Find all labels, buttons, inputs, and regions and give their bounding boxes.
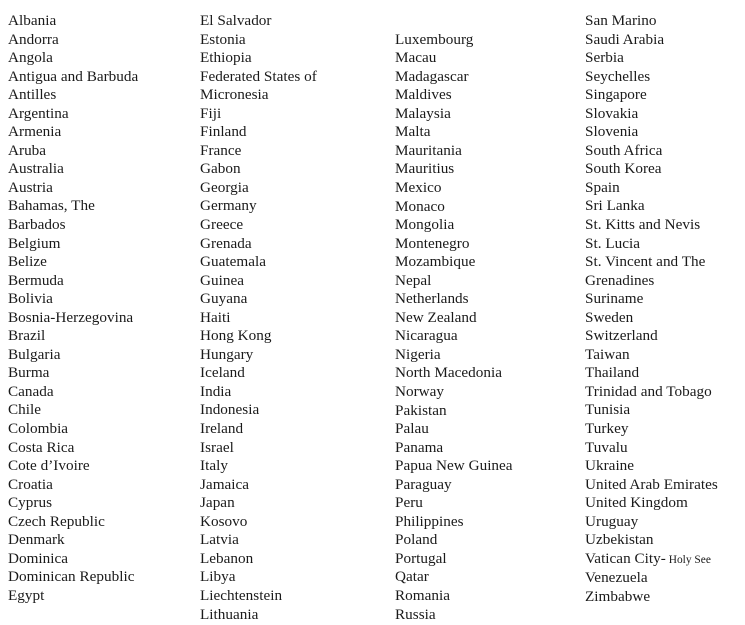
country-name: Norway: [395, 382, 445, 400]
country-name: Turkey: [585, 420, 629, 438]
country-name: Chile: [8, 401, 42, 419]
country-item: [200, 606, 392, 625]
country-item: [395, 587, 583, 606]
country-item: [200, 68, 392, 87]
country-item: [8, 197, 198, 216]
country-name: Gabon: [200, 160, 241, 178]
country-item: [8, 105, 198, 124]
country-item: [200, 197, 392, 216]
country-name: Saudi Arabia: [585, 30, 665, 48]
country-item: [200, 86, 392, 105]
country-item: [585, 160, 743, 179]
country-item: [8, 364, 198, 383]
country-item: [395, 550, 583, 569]
country-name: Mozambique: [395, 253, 476, 271]
country-name: Lithuania: [200, 605, 259, 623]
country-name: Grenadines: [585, 271, 655, 289]
country-name: Mongolia: [395, 216, 455, 234]
country-name: Iceland: [200, 364, 245, 382]
country-column-1-items: [8, 0, 198, 606]
country-name: United Kingdom: [585, 494, 688, 512]
country-name: Macau: [395, 49, 437, 67]
country-item: [200, 31, 392, 50]
country-name: Netherlands: [395, 290, 469, 308]
country-name: Greece: [200, 216, 244, 234]
country-name: Armenia: [8, 123, 62, 141]
country-name: St. Kitts and Nevis: [585, 216, 701, 234]
country-name: Latvia: [200, 531, 239, 549]
country-item: [395, 383, 583, 402]
country-item: [8, 531, 198, 550]
country-name: Papua New Guinea: [395, 457, 513, 475]
country-name: Japan: [200, 494, 235, 512]
country-name: Canada: [8, 382, 54, 400]
country-name: South Korea: [585, 160, 662, 178]
country-item: [8, 142, 198, 161]
country-item: [8, 309, 198, 328]
country-name: South Africa: [585, 141, 663, 159]
country-item: [585, 49, 743, 68]
country-item: [585, 513, 743, 532]
country-name: Tuvalu: [585, 438, 628, 456]
country-name: Federated States of: [200, 67, 317, 85]
country-item: [8, 476, 198, 495]
country-item: [585, 531, 743, 550]
country-item: [585, 383, 743, 402]
country-item: [395, 235, 583, 254]
country-item: [8, 49, 198, 68]
country-item: [585, 216, 743, 235]
country-item: [395, 439, 583, 458]
country-name: Peru: [395, 494, 423, 512]
country-item: [585, 123, 743, 142]
country-name: Qatar: [395, 568, 429, 586]
country-item: [200, 216, 392, 235]
country-item: [395, 531, 583, 550]
country-item: [8, 160, 198, 179]
country-name: Albania: [8, 12, 57, 29]
country-item: [8, 587, 198, 606]
country-name: Mauritania: [395, 141, 462, 159]
country-name: Czech Republic: [8, 512, 105, 530]
country-item: [585, 569, 743, 588]
country-item: [8, 86, 198, 105]
country-item: [395, 364, 583, 383]
country-item: [200, 235, 392, 254]
country-item: [200, 476, 392, 495]
country-item: [395, 68, 583, 87]
country-item: [200, 439, 392, 458]
country-name: Aruba: [8, 141, 47, 159]
country-item: [200, 142, 392, 161]
country-name: Cote d’Ivoire: [8, 457, 90, 475]
country-name: Estonia: [200, 30, 246, 48]
country-item: [585, 31, 743, 50]
country-name: Israel: [200, 438, 234, 456]
country-name: Serbia: [585, 49, 624, 67]
country-name: Bermuda: [8, 271, 64, 289]
country-name: Germany: [200, 197, 257, 215]
country-item: [200, 160, 392, 179]
country-name: Slovakia: [585, 104, 639, 122]
country-name: Tunisia: [585, 401, 631, 419]
country-name: Andorra: [8, 30, 59, 48]
country-item: [395, 290, 583, 309]
country-name: Ukraine: [585, 457, 635, 475]
country-name: Seychelles: [585, 67, 651, 85]
country-name: Romania: [395, 587, 450, 604]
country-name: El Salvador: [200, 12, 272, 29]
country-name: Kosovo: [200, 512, 248, 530]
country-item: [395, 123, 583, 142]
country-item: [395, 606, 583, 625]
country-name: Hong Kong: [200, 327, 272, 345]
country-item: [585, 309, 743, 328]
country-item: [8, 346, 198, 365]
country-name: Bulgaria: [8, 345, 61, 363]
country-item: [585, 290, 743, 309]
country-item: [200, 550, 392, 569]
country-name: Montenegro: [395, 234, 470, 252]
country-item: [585, 86, 743, 105]
country-name: Uruguay: [585, 512, 639, 530]
country-item: [200, 105, 392, 124]
country-item: [395, 160, 583, 179]
country-name: Uzbekistan: [585, 531, 654, 549]
country-item: [8, 494, 198, 513]
country-item: [200, 364, 392, 383]
country-item: [395, 272, 583, 291]
country-name: Nicaragua: [395, 327, 458, 345]
country-item: [200, 531, 392, 550]
country-item: [200, 272, 392, 291]
country-item: [200, 346, 392, 365]
country-item: [395, 179, 583, 198]
country-name: Philippines: [395, 512, 464, 530]
country-name: Burma: [8, 364, 50, 382]
country-name: Indonesia: [200, 401, 260, 419]
country-column-2: [200, 0, 392, 624]
country-item: [395, 49, 583, 68]
country-item: [395, 216, 583, 235]
country-item: [8, 327, 198, 346]
country-name: Zimbabwe: [585, 587, 651, 605]
country-name: Guinea: [200, 271, 244, 289]
country-item: [585, 142, 743, 161]
country-item: [200, 420, 392, 439]
country-name: Mauritius: [395, 160, 455, 178]
country-item: [8, 420, 198, 439]
country-item: [200, 383, 392, 402]
country-name: Fiji: [200, 104, 222, 122]
country-item: [8, 439, 198, 458]
country-name: Liechtenstein: [200, 586, 283, 604]
country-name: Barbados: [8, 216, 66, 234]
country-item: [395, 513, 583, 532]
country-item: [395, 402, 583, 421]
country-item: [200, 290, 392, 309]
country-item: [200, 49, 392, 68]
country-column-1: [8, 0, 198, 606]
country-item: [8, 179, 198, 198]
country-name: Antilles: [8, 86, 57, 104]
country-item: [585, 197, 743, 216]
country-item: [200, 253, 392, 272]
country-name: Dominican Republic: [8, 568, 135, 586]
country-item: [395, 309, 583, 328]
country-name: Guyana: [200, 290, 248, 308]
country-item: [8, 550, 198, 569]
country-name: Costa Rica: [8, 438, 75, 456]
country-name: Bolivia: [8, 290, 53, 308]
country-item: [395, 198, 583, 217]
country-item: [8, 290, 198, 309]
country-item: [585, 346, 743, 365]
country-item: [395, 86, 583, 105]
country-name: Pakistan: [395, 401, 447, 419]
country-column-3: [395, 0, 583, 624]
country-name: India: [200, 382, 232, 400]
country-item: [585, 327, 743, 346]
country-name: Denmark: [8, 531, 65, 549]
country-name: St. Lucia: [585, 234, 641, 252]
country-item: [395, 105, 583, 124]
country-item: [395, 253, 583, 272]
country-item: [8, 383, 198, 402]
country-item: [200, 587, 392, 606]
country-item: [200, 327, 392, 346]
country-name: Slovenia: [585, 123, 639, 141]
country-item: [395, 568, 583, 587]
country-name: France: [200, 141, 242, 159]
country-item: [585, 105, 743, 124]
country-name: Luxembourg: [395, 30, 474, 48]
country-item: [585, 401, 743, 420]
country-name: Belgium: [8, 234, 61, 252]
country-name: Vatican City-: [585, 549, 666, 567]
country-item: [395, 494, 583, 513]
country-name: Ireland: [200, 420, 244, 438]
country-name: Finland: [200, 123, 247, 141]
country-name: St. Vincent and The: [585, 253, 706, 271]
country-item: [200, 401, 392, 420]
country-item: [585, 550, 743, 570]
country-item: [200, 457, 392, 476]
country-item: [395, 142, 583, 161]
country-name: Libya: [200, 568, 236, 586]
country-name: Bosnia-Herzegovina: [8, 308, 134, 326]
country-name: United Arab Emirates: [585, 475, 718, 493]
country-name: Jamaica: [200, 475, 250, 493]
country-item: [585, 68, 743, 87]
country-item: [200, 12, 392, 31]
country-item: [395, 476, 583, 495]
country-item: [8, 216, 198, 235]
country-item: [585, 179, 743, 198]
country-name: Australia: [8, 160, 64, 178]
country-column-2-items: [200, 0, 392, 624]
country-item: [8, 123, 198, 142]
country-name: Venezuela: [585, 569, 648, 587]
country-item: [200, 179, 392, 198]
country-item: [8, 272, 198, 291]
country-item: [200, 568, 392, 587]
country-name: Grenada: [200, 234, 252, 252]
country-item: [585, 253, 743, 272]
country-name: Antigua and Barbuda: [8, 67, 139, 85]
country-item: [8, 401, 198, 420]
country-name: Belize: [8, 253, 47, 271]
country-name: Egypt: [8, 586, 45, 604]
country-name: North Macedonia: [395, 364, 502, 382]
country-name: Croatia: [8, 475, 53, 493]
country-column-4-items: [585, 0, 743, 607]
country-item: [8, 235, 198, 254]
country-item: [395, 31, 583, 50]
country-name: Georgia: [200, 178, 249, 196]
country-name: Maldives: [395, 86, 452, 104]
country-name: Angola: [8, 49, 53, 67]
country-name: Colombia: [8, 420, 69, 438]
country-name: Brazil: [8, 327, 46, 345]
country-name: Lebanon: [200, 549, 254, 567]
country-name: Madagascar: [395, 67, 469, 85]
country-name: San Marino: [585, 12, 657, 29]
country-item: [8, 253, 198, 272]
country-item: [8, 457, 198, 476]
country-name: Thailand: [585, 364, 640, 382]
country-name: New Zealand: [395, 308, 477, 326]
country-name: Malaysia: [395, 104, 451, 122]
country-name: Malta: [395, 123, 431, 141]
country-item: [585, 476, 743, 495]
country-item: [585, 439, 743, 458]
country-name: Suriname: [585, 290, 644, 308]
country-name: Poland: [395, 531, 438, 549]
country-column-4: [585, 0, 743, 607]
country-name: Palau: [395, 420, 429, 438]
country-name: Spain: [585, 178, 620, 196]
country-item: [585, 494, 743, 513]
country-name: Panama: [395, 438, 444, 456]
country-name: Hungary: [200, 345, 254, 363]
country-name: Mexico: [395, 178, 442, 196]
country-name: Singapore: [585, 86, 647, 104]
country-name: Sri Lanka: [585, 197, 645, 215]
country-name: Austria: [8, 178, 53, 196]
country-item: [585, 457, 743, 476]
country-name: Trinidad and Tobago: [585, 382, 712, 400]
country-name: Monaco: [395, 197, 445, 215]
country-item: [395, 346, 583, 365]
country-item: [200, 123, 392, 142]
country-name: Cyprus: [8, 494, 52, 512]
country-name: Bahamas, The: [8, 197, 95, 215]
country-item: [585, 588, 743, 607]
country-item: [8, 568, 198, 587]
country-name: Nepal: [395, 271, 432, 289]
country-item: [585, 235, 743, 254]
country-name: Argentina: [8, 104, 69, 122]
country-item: [585, 364, 743, 383]
country-item: [395, 457, 583, 476]
country-name: Guatemala: [200, 253, 266, 271]
country-item: [585, 12, 743, 31]
country-column-3-items: [395, 0, 583, 624]
country-name-annotation: Holy See: [665, 553, 711, 566]
country-item: [585, 420, 743, 439]
country-item: [395, 327, 583, 346]
country-name: Switzerland: [585, 327, 658, 345]
country-name: Taiwan: [585, 345, 630, 363]
country-name: Portugal: [395, 549, 447, 567]
country-item: [8, 31, 198, 50]
country-item: [8, 513, 198, 532]
country-name: Dominica: [8, 549, 69, 567]
country-item: [585, 272, 743, 291]
country-item: [8, 68, 198, 87]
country-name: Micronesia: [200, 86, 269, 104]
country-name: Ethiopia: [200, 49, 252, 67]
country-name: Haiti: [200, 308, 231, 326]
country-item: [200, 513, 392, 532]
country-item: [200, 309, 392, 328]
country-name: Italy: [200, 457, 228, 475]
country-name: Nigeria: [395, 345, 441, 363]
country-name: Paraguay: [395, 475, 452, 493]
country-item: [200, 494, 392, 513]
country-name: Russia: [395, 605, 436, 623]
country-item: [8, 12, 198, 31]
country-item: [395, 420, 583, 439]
country-name: Sweden: [585, 308, 634, 326]
